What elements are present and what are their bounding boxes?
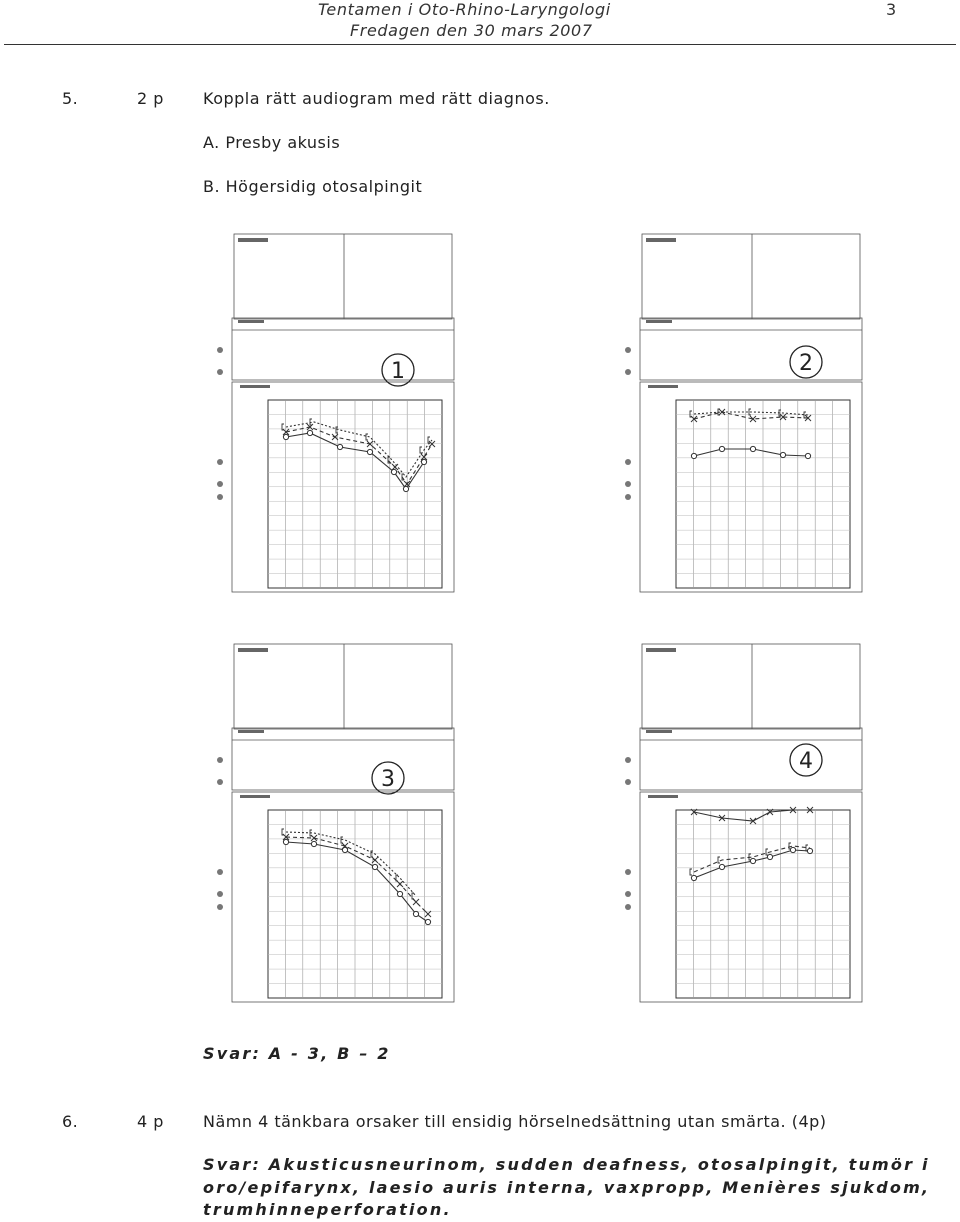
trace-marker-circle [767, 854, 772, 859]
trace-marker-circle [719, 864, 724, 869]
binder-hole [625, 481, 631, 487]
option-b: B. Högersidig otosalpingit [203, 177, 423, 196]
audiogram-label: 2 [799, 351, 813, 376]
answer-5: Svar: A - 3, B – 2 [203, 1044, 391, 1063]
audiogram-trace [694, 850, 810, 878]
binder-hole [625, 779, 631, 785]
trace-marker-circle [780, 452, 785, 457]
audiogram-trace [286, 832, 416, 896]
audiogram-label: 3 [381, 767, 395, 792]
audiogram-label: 4 [799, 749, 813, 774]
option-a: A. Presby akusis [203, 133, 341, 152]
trace-marker-circle [283, 839, 288, 844]
form-audiogram-box [234, 644, 452, 729]
trace-marker-circle [403, 486, 408, 491]
binder-hole [217, 459, 223, 465]
form-tonaudiogram-box [232, 728, 454, 790]
audiogram-trace [286, 842, 428, 922]
binder-hole [217, 481, 223, 487]
form-heading-mark [646, 320, 672, 323]
audiogram-label: 1 [391, 359, 405, 384]
binder-hole [217, 904, 223, 910]
binder-hole [625, 869, 631, 875]
audiogram-form [618, 632, 874, 1022]
trace-marker-circle [750, 858, 755, 863]
form-heading-mark [646, 648, 676, 652]
audiogram-2 [618, 222, 874, 612]
question-6-points: 4 p [137, 1112, 164, 1131]
trace-marker-circle [413, 911, 418, 916]
binder-hole [217, 891, 223, 897]
trace-marker-circle [805, 453, 810, 458]
page-header [0, 0, 960, 46]
binder-hole [625, 891, 631, 897]
page-number: 3 [886, 0, 897, 19]
binder-hole [625, 347, 631, 353]
audiogram-3 [210, 632, 466, 1022]
form-audiogram-box [234, 234, 452, 319]
trace-marker-circle [807, 848, 812, 853]
binder-hole [625, 904, 631, 910]
binder-hole [625, 494, 631, 500]
trace-marker-circle [372, 864, 377, 869]
form-audiogram-box [642, 234, 860, 319]
audiogram-form [618, 222, 874, 612]
audiogram-1 [210, 222, 466, 612]
form-heading-mark [646, 238, 676, 242]
binder-hole [625, 369, 631, 375]
audiogram-trace [286, 427, 432, 484]
question-5-text: Koppla rätt audiogram med rätt diagnos. [203, 89, 550, 108]
trace-marker-circle [790, 847, 795, 852]
binder-hole [217, 779, 223, 785]
form-heading-mark [238, 648, 268, 652]
audiogram-4 [618, 632, 874, 1022]
trace-marker-circle [421, 459, 426, 464]
form-heading-mark [240, 385, 270, 388]
form-heading-mark [648, 795, 678, 798]
header-divider [4, 44, 956, 45]
trace-marker-circle [719, 446, 724, 451]
form-heading-mark [238, 320, 264, 323]
binder-hole [217, 369, 223, 375]
form-heading-mark [238, 730, 264, 733]
trace-marker-circle [691, 875, 696, 880]
form-tonaudiogram-box [232, 318, 454, 380]
binder-hole [625, 757, 631, 763]
trace-marker-bracket [690, 869, 692, 875]
trace-marker-circle [750, 446, 755, 451]
question-5-number: 5. [62, 89, 79, 108]
audiogram-trace [286, 422, 432, 477]
form-heading-mark [648, 385, 678, 388]
form-heading-mark [238, 238, 268, 242]
form-tonaudiogram-box [640, 318, 862, 380]
trace-marker-circle [311, 841, 316, 846]
trace-marker-circle [391, 469, 396, 474]
trace-marker-circle [337, 444, 342, 449]
binder-hole [625, 459, 631, 465]
trace-marker-bracket [371, 851, 373, 857]
form-audiogram-box [642, 644, 860, 729]
answer-6-line-1: Svar: Akusticusneurinom, sudden deafness, otosalpingit, tumör i [203, 1155, 930, 1174]
trace-marker-circle [691, 453, 696, 458]
trace-marker-circle [397, 891, 402, 896]
trace-marker-bracket [718, 857, 720, 863]
trace-marker-circle [367, 449, 372, 454]
form-heading-mark [240, 795, 270, 798]
trace-marker-circle [307, 430, 312, 435]
form-heading-mark [646, 730, 672, 733]
answer-6-line-3: trumhinneperforation. [203, 1200, 452, 1219]
form-tonaudiogram-box [640, 728, 862, 790]
question-5-points: 2 p [137, 89, 164, 108]
binder-hole [217, 494, 223, 500]
binder-hole [217, 869, 223, 875]
trace-marker-bracket [766, 849, 768, 855]
exam-title: Tentamen i Oto-Rhino-Laryngologi [318, 0, 611, 19]
exam-date: Fredagen den 30 mars 2007 [350, 21, 593, 40]
question-6-text: Nämn 4 tänkbara orsaker till ensidig hörselnedsättning utan smärta. (4p) [203, 1112, 827, 1131]
binder-hole [217, 347, 223, 353]
audiogram-form [210, 632, 466, 1022]
question-6-number: 6. [62, 1112, 79, 1131]
binder-hole [217, 757, 223, 763]
trace-marker-circle [425, 919, 430, 924]
trace-marker-bracket [420, 447, 422, 453]
audiogram-form [210, 222, 466, 612]
answer-6-line-2: oro/epifarynx, laesio auris interna, vaxpropp, Menières sjukdom, [203, 1178, 931, 1197]
trace-marker-circle [283, 434, 288, 439]
